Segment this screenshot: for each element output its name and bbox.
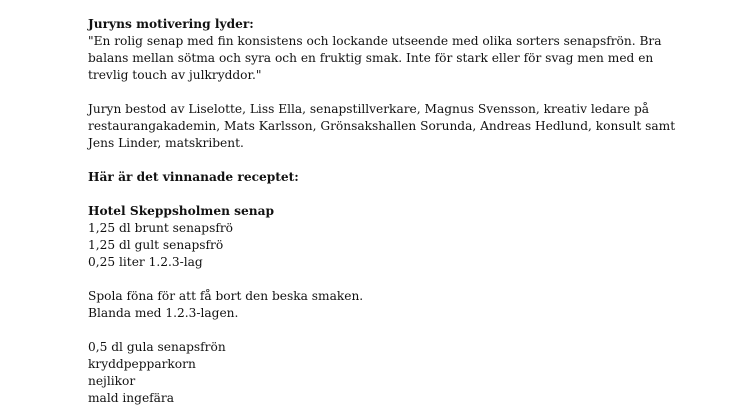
spice-item: mald ingefära: [88, 391, 175, 405]
jury-line: Juryn bestod av Liselotte, Liss Ella, senapstillverkare, Magnus Svensson, kreativ ledare på: [88, 102, 650, 116]
jury-line: restaurangakademin, Mats Karlsson, Grönsakshallen Sorunda, Andreas Hedlund, konsult samt: [88, 119, 676, 133]
spice-item: kryddpepparkorn: [88, 357, 196, 371]
motivation-heading: Juryns motivering lyder:: [88, 17, 254, 31]
ingredient-item: 1,25 dl brunt senapsfrö: [88, 221, 233, 235]
ingredient-item: 0,25 liter 1.2.3-lag: [88, 255, 203, 269]
jury-motivation-section: [88, 16, 662, 84]
recipe-step: Spola föna för att få bort den beska smaken.: [88, 289, 364, 303]
recipe-intro-heading: Här är det vinnanade receptet:: [88, 170, 299, 184]
recipe-section: [88, 203, 648, 407]
recipe-step: Blanda med 1.2.3-lagen.: [88, 306, 239, 320]
ingredient-item: 1,25 dl gult senapsfrö: [88, 238, 224, 252]
jury-members-section: [88, 101, 676, 152]
spice-item: nejlikor: [88, 374, 136, 388]
paragraph-spacer: [88, 84, 648, 101]
paragraph-spacer: [88, 322, 648, 339]
motivation-line: "En rolig senap med fin konsistens och lockande utseende med olika sorters senapsfrön. Bra: [88, 34, 662, 48]
motivation-line: balans mellan sötma och syra och en fruktig smak. Inte för stark eller för svag men med en: [88, 51, 654, 65]
motivation-line: trevlig touch av julkryddor.": [88, 68, 262, 82]
recipe-title: Hotel Skeppsholmen senap: [88, 204, 275, 218]
paragraph-spacer: [88, 271, 648, 288]
jury-line: Jens Linder, matskribent.: [88, 136, 244, 150]
paragraph-spacer: [88, 152, 648, 169]
document-page: [88, 16, 676, 407]
paragraph-spacer: [88, 186, 648, 203]
spice-item: 0,5 dl gula senapsfrön: [88, 340, 226, 354]
